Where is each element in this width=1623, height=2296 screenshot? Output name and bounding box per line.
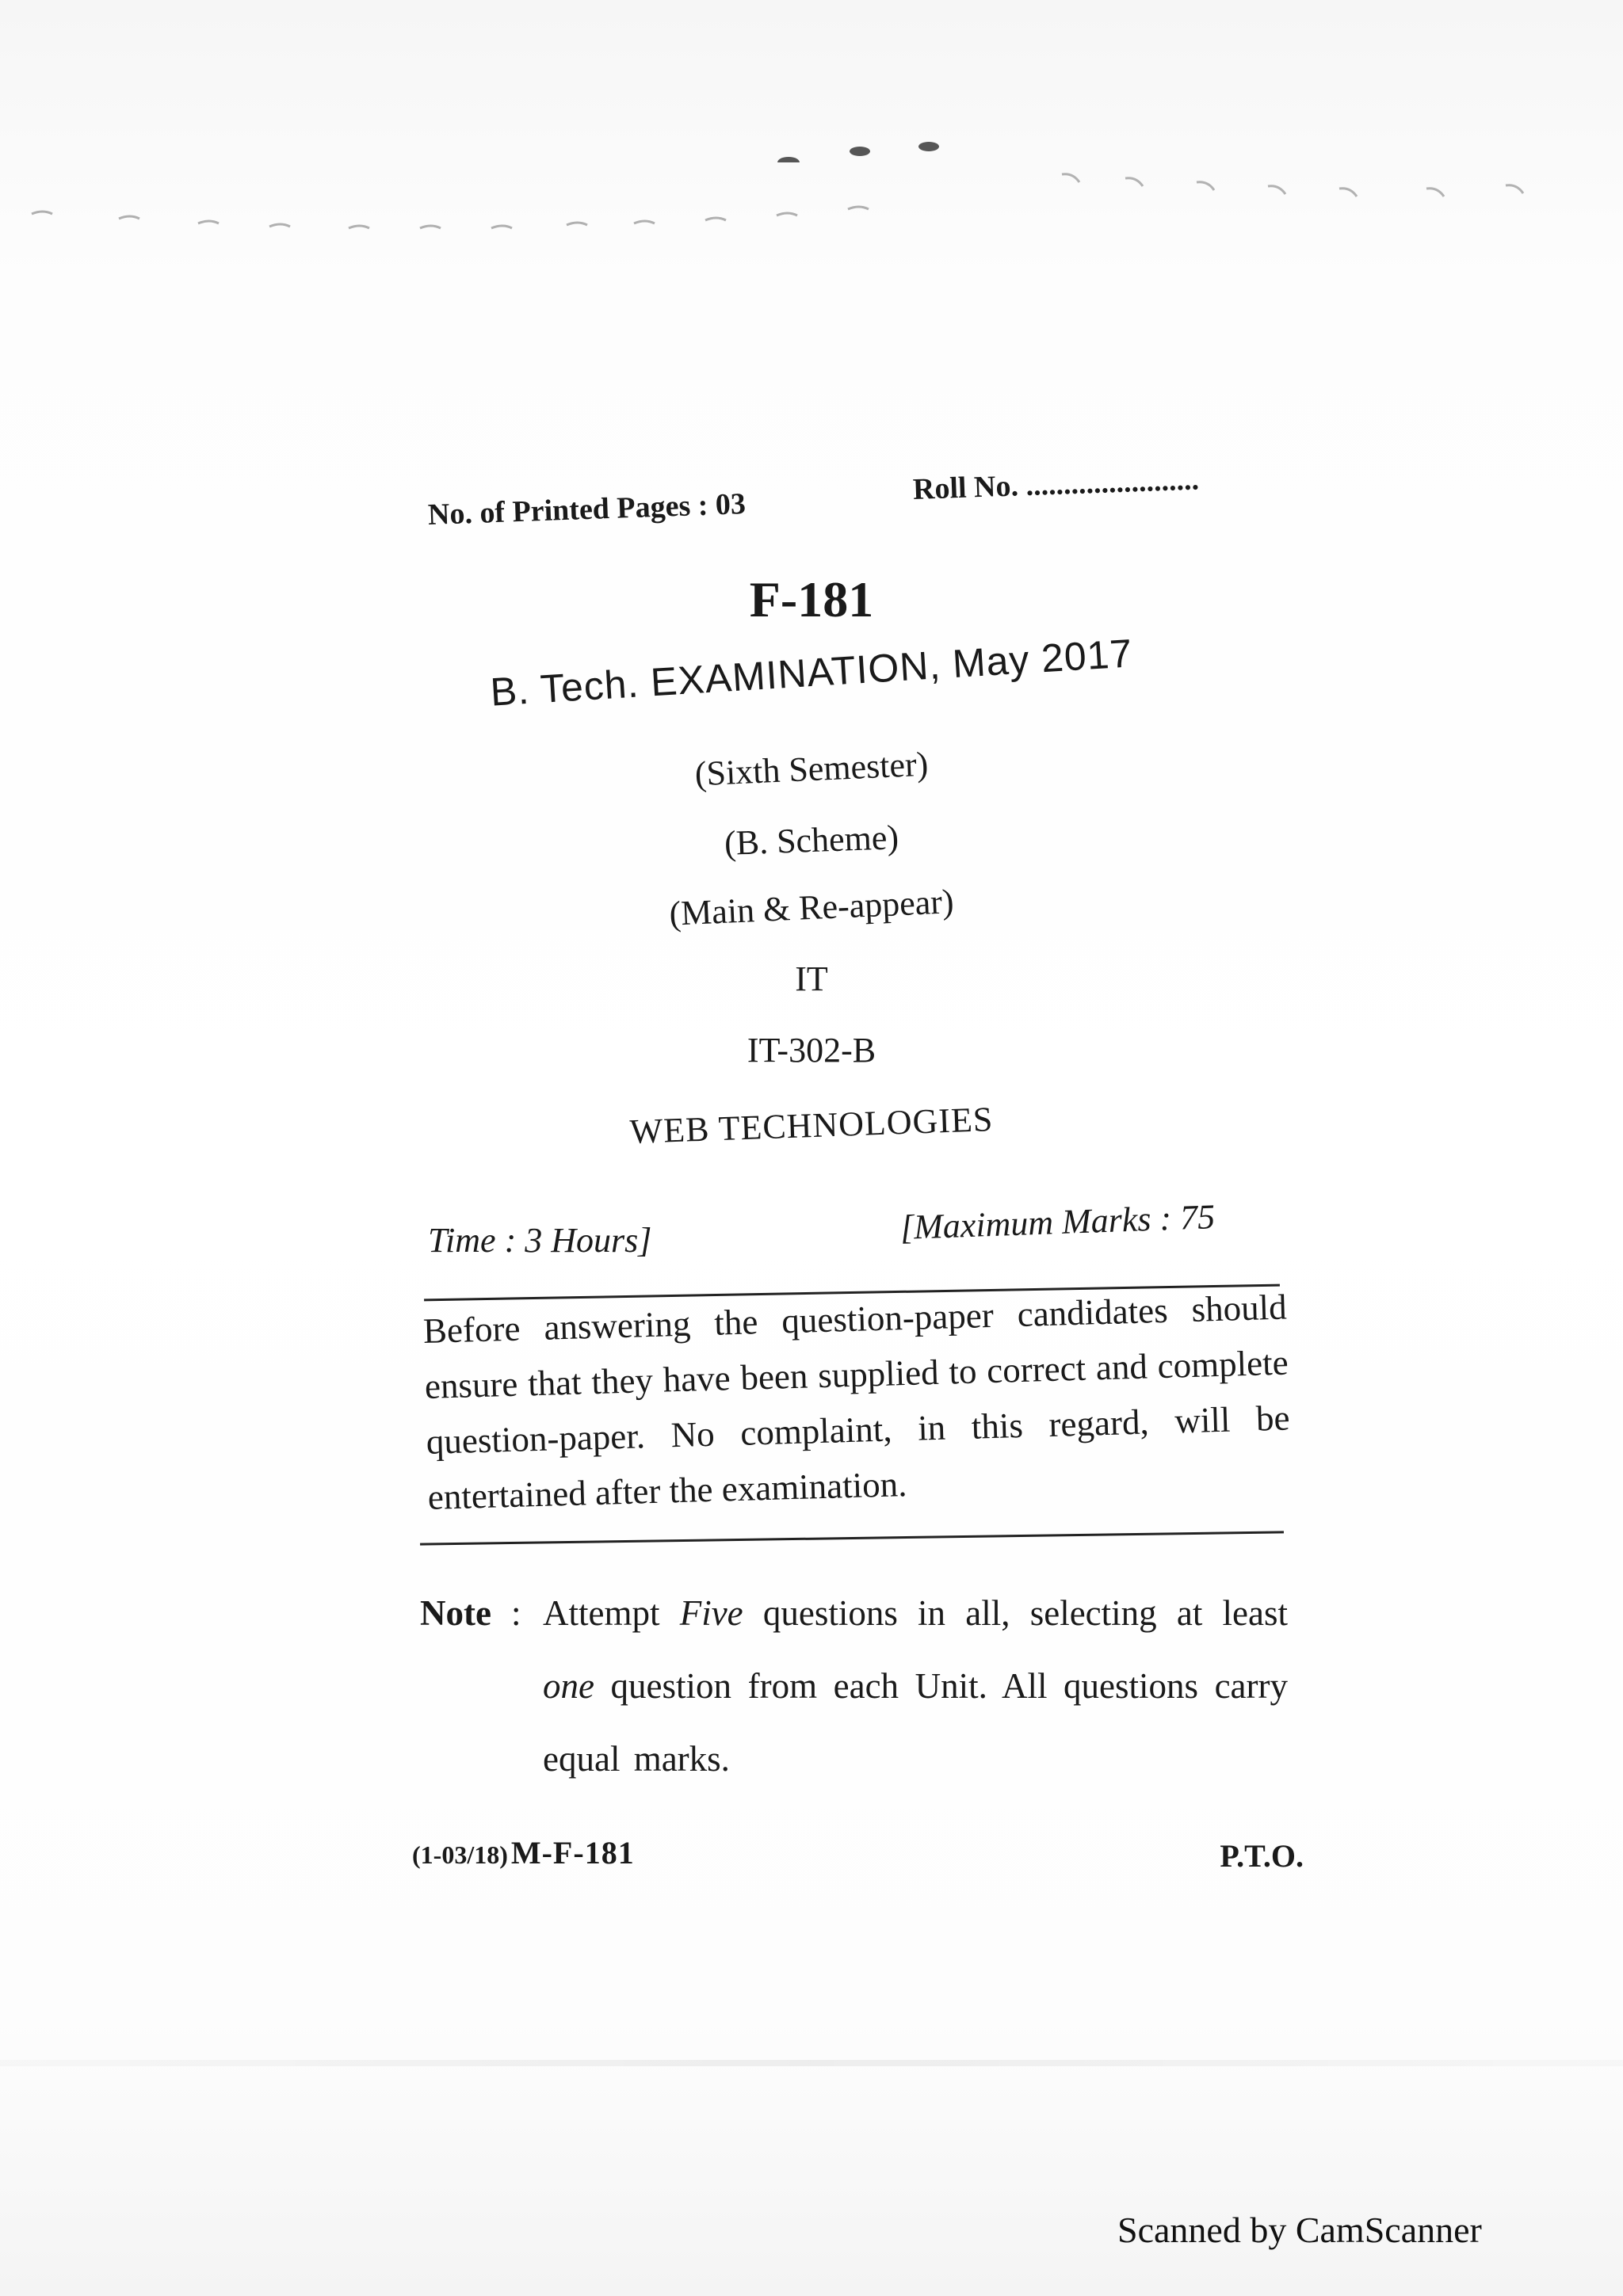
note-one: one [543,1666,594,1706]
perforation-marks-top [0,131,1623,162]
perforation-marks-middle [0,166,1623,198]
time-marks-row [428,1197,1284,1260]
camscanner-watermark: Scanned by CamScanner [1117,2210,1482,2250]
footer-code-main: M-F-181 [510,1835,635,1871]
semester: (Sixth Semester) [693,744,930,794]
note-label: Note [420,1593,491,1633]
subject-code: IT-302-B [747,1031,876,1070]
note-five: Five [679,1593,743,1633]
max-marks-label: [Maximum Marks : 75 [899,1197,1216,1247]
printed-pages-label: No. of Printed Pages : 03 [427,487,747,532]
note-text-a: Attempt [543,1593,680,1633]
footer-code [412,1834,635,1871]
time-label: Time : 3 Hours] [428,1221,652,1260]
perforation-marks-bottom [0,204,1623,236]
footer-code-small: (1-03/18) [412,1840,508,1869]
exam-title: B. Tech. EXAMINATION, May 2017 [489,631,1134,715]
header-row [427,463,1268,536]
paper-code: F-181 [749,571,874,627]
roll-number-field: Roll No. ....................... [912,463,1200,506]
note-text-c: question from each Unit. All questions carry equal marks. [543,1666,1288,1779]
subject-title: WEB TECHNOLOGIES [628,1100,995,1151]
exam-type: (Main & Re-appear) [668,882,955,933]
note-colon: : [511,1593,521,1633]
scan-edge-shadow [0,2060,1623,2066]
instructions-text: Before answering the question-paper candidates should ensure that they have been supplied to correct and complete question-paper. No complaint, in this regard, will be entertained after the examination. [422,1287,1291,1517]
footer-row [412,1834,1304,1882]
note-text [543,1577,1288,1795]
note-text-b: questions in all, selecting at least [743,1593,1288,1633]
scheme: (B. Scheme) [724,818,899,863]
branch: IT [795,959,828,998]
pto-label: P.T.O. [1220,1838,1304,1874]
